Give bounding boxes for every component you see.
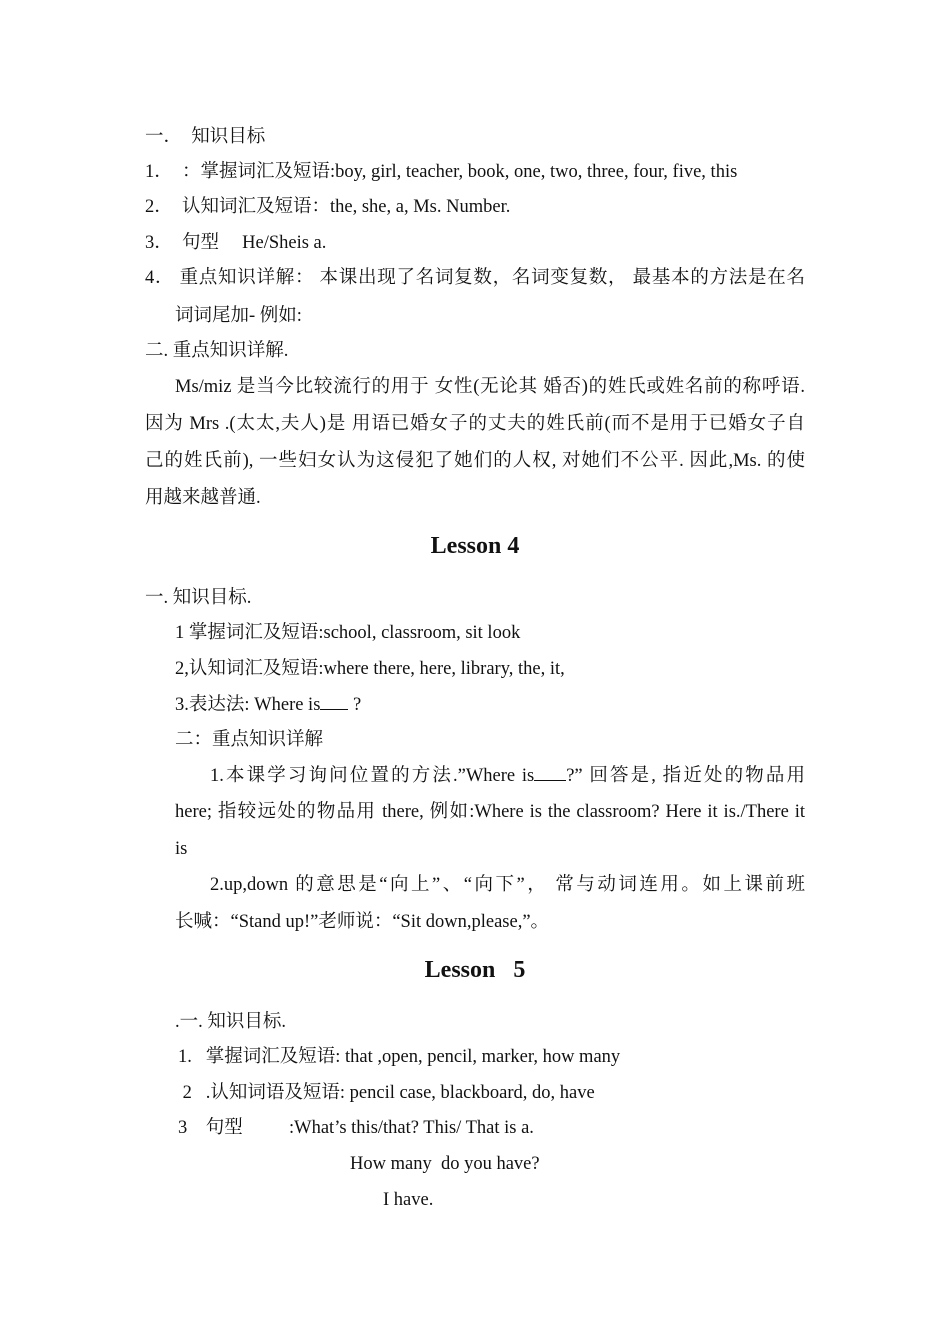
lesson-5-item-3: 3 句型 :What’s this/that? This/ That is a. [178,1118,534,1138]
lesson-5-title: Lesson 5 [424,957,526,983]
goal-item-4-continued: 词词尾加- 例如: [175,306,302,326]
goal-item-3: 3． 句型 He/Sheis a. [145,233,327,253]
lesson-4-point-1-line-3: is [175,839,188,859]
lesson-4-item-2: 2,认知词汇及短语:where there, here, library, the, it, [175,659,565,679]
knowledge-goals-heading: 一． 知识目标 [145,127,266,147]
lesson-5-goals-heading: .一. 知识目标. [175,1012,287,1032]
goal-item-1: 1． ：掌握词汇及短语:boy, girl, teacher, book, one, two, three, four, five, this [145,162,738,182]
lesson-4-item-3: 3.表达法: Where is ? [175,692,361,717]
lesson-4-point-1-line-2: here; 指较远处的物品用 there, 例如:Where is the classroom? Here it is./There it [175,802,805,822]
lesson-5-item-2: 2 .认知词语及短语: pencil case, blackboard, do, have [178,1083,595,1103]
lesson-4-goals-heading: 一. 知识目标. [145,588,252,608]
blank-underline [320,692,348,710]
ms-paragraph-line-2: 因为 Mrs .(太太,夫人)是 用语已婚女子的丈夫的姓氏前(而不是用于已婚女子自 [145,414,805,434]
goal-item-4: 4． 重点知识详解： 本课出现了名词复数，名词变复数， 最基本的方法是在名 [145,268,805,288]
blank-underline [534,763,566,781]
lesson-4-item-1: 1 掌握词汇及短语:school, classroom, sit look [175,623,521,643]
ms-paragraph-line-3: 己的姓氏前), 一些妇女认为这侵犯了她们的人权, 对她们不公平. 因此,Ms. 的使 [145,451,805,471]
ms-paragraph-line-1: Ms/miz 是当今比较流行的用于 女性(无论其 婚否)的姓氏或姓名前的称呼语. [175,377,805,397]
lesson-5-item-3-line-2: How many do you have? [350,1154,540,1174]
lesson-4-point-1-line-1: 1.本课学习询问位置的方法.”Where is ?” 回答是, 指近处的物品用 [210,763,805,788]
ms-paragraph-line-4: 用越来越普通. [145,488,261,508]
lesson-5-item-3-line-3: I have. [383,1190,434,1210]
lesson-4-point-2-line-2: 长喊：“Stand up!”老师说：“Sit down,please,”。 [175,912,550,932]
key-points-heading: 二. 重点知识详解. [145,341,289,361]
lesson-4-key-points-heading: 二：重点知识详解 [175,730,324,750]
lesson-4-point-2-line-1: 2.up,down 的意思是“向上”、“向下”， 常与动词连用。如上课前班 [210,875,805,895]
goal-item-2: 2． 认知词汇及短语：the, she, a, Ms. Number. [145,197,511,217]
lesson-5-item-1: 1. 掌握词汇及短语: that ,open, pencil, marker, how many [178,1047,621,1067]
lesson-4-title: Lesson 4 [430,533,520,559]
